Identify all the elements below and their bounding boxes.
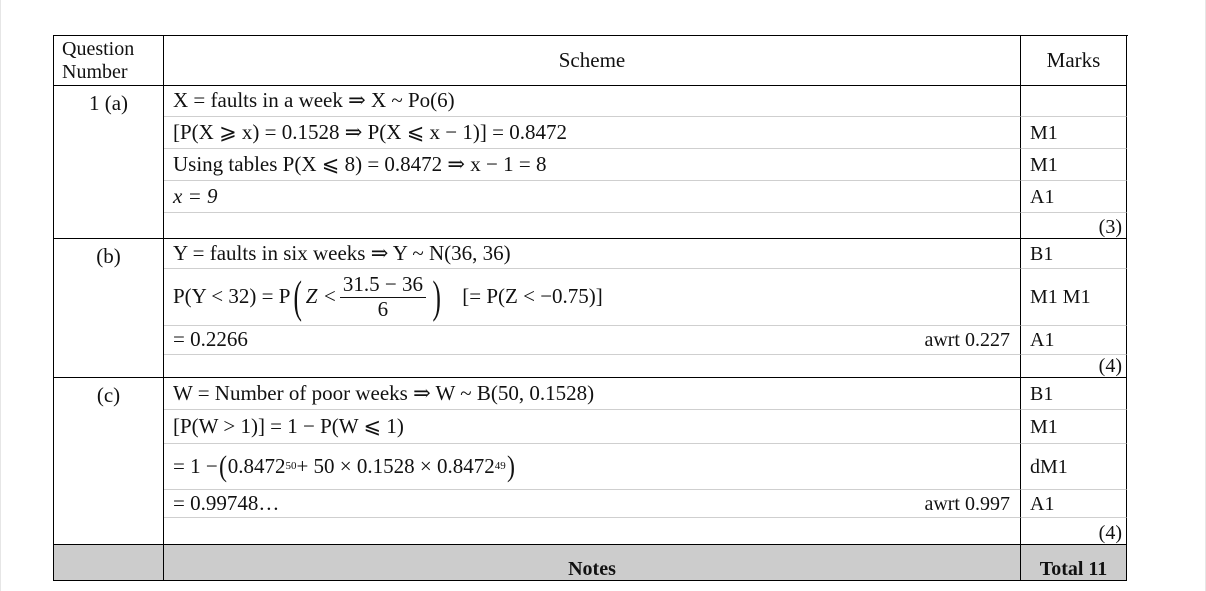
- mark-1a-3: M1: [1021, 149, 1127, 181]
- question-number-header: [54, 36, 164, 86]
- scheme-line-1c-2: [P(W > 1)] = 1 − P(W ⩽ 1): [164, 410, 1021, 444]
- scheme-line-1c-4: [164, 490, 1021, 518]
- mark-1c-3: dM1: [1021, 444, 1127, 490]
- standardising-fraction: [340, 273, 426, 320]
- scheme-line-1a-3: Using tables P(X ⩽ 8) = 0.8472 ⇒ x − 1 = 8: [164, 149, 1021, 181]
- scheme-line-1c-3: [164, 444, 1021, 490]
- mark-1a-4: A1: [1021, 181, 1127, 213]
- answer-1b: = 0.2266: [173, 327, 248, 352]
- binomial-base: 0.8472: [227, 453, 286, 478]
- scheme-header: Scheme: [164, 36, 1021, 86]
- awrt-note-1c: awrt 0.997: [924, 492, 1010, 515]
- mark-scheme-table: [53, 35, 1128, 581]
- notes-blank-cell: [54, 545, 164, 581]
- question-label-1a: 1 (a): [54, 86, 164, 239]
- binomial-middle: + 50 × 0.1528 × 0.8472: [296, 453, 495, 478]
- mark-1a-2: M1: [1021, 117, 1127, 149]
- part-total-1a: (3): [1021, 213, 1127, 239]
- binomial-paren-open: (: [218, 449, 227, 483]
- question-header-line1: Question: [62, 37, 135, 60]
- paren-close: ): [432, 270, 441, 322]
- answer-1c: = 0.99748…: [173, 490, 280, 515]
- part-total-1c: (4): [1021, 518, 1127, 545]
- mark-1c-2: M1: [1021, 410, 1127, 444]
- scheme-blank-1c: [164, 518, 1021, 545]
- mark-1b-2: M1 M1: [1021, 269, 1127, 326]
- scheme-line-1b-2: [164, 269, 1021, 326]
- mark-1c-1: B1: [1021, 378, 1127, 410]
- mark-1b-3: A1: [1021, 326, 1127, 355]
- scheme-blank-1b: [164, 355, 1021, 378]
- notes-header: Notes: [164, 545, 1021, 581]
- question-header-line2: Number: [62, 60, 128, 83]
- prob-lhs: P(Y < 32) = P: [173, 284, 291, 309]
- paren-open: (: [293, 270, 303, 322]
- question-label-1b: (b): [54, 239, 164, 378]
- total-marks: Total 11: [1021, 545, 1127, 581]
- binomial-exponent-49: 49: [494, 460, 506, 473]
- page-edge-left: [0, 0, 1, 591]
- fraction-numerator: 31.5 − 36: [340, 273, 426, 297]
- awrt-note-1b: awrt 0.227: [924, 329, 1010, 351]
- mark-1c-4: A1: [1021, 490, 1127, 518]
- mark-1b-1: B1: [1021, 239, 1127, 269]
- scheme-line-1b-1: Y = faults in six weeks ⇒ Y ~ N(36, 36): [164, 239, 1021, 269]
- fraction-denominator: 6: [377, 296, 389, 321]
- question-label-1c: (c): [54, 378, 164, 545]
- scheme-line-1a-4: x = 9: [164, 181, 1021, 213]
- binomial-prefix: = 1 −: [173, 453, 218, 478]
- scheme-line-1a-1: X = faults in a week ⇒ X ~ Po(6): [164, 86, 1021, 117]
- scheme-blank-1a: [164, 213, 1021, 239]
- part-total-1b: (4): [1021, 355, 1127, 378]
- binomial-exponent-50: 50: [285, 460, 297, 473]
- scheme-line-1a-2: [P(X ⩾ x) = 0.1528 ⇒ P(X ⩽ x − 1)] = 0.8472: [164, 117, 1021, 149]
- mark-1a-1: [1021, 86, 1127, 117]
- scheme-line-1c-1: W = Number of poor weeks ⇒ W ~ B(50, 0.1528): [164, 378, 1021, 410]
- marks-header: Marks: [1021, 36, 1127, 86]
- binomial-paren-close: ): [506, 449, 515, 483]
- z-less-than: Z <: [305, 284, 337, 309]
- z-value-bracket: [= P(Z < −0.75)]: [462, 284, 603, 309]
- scheme-line-1b-3: [164, 326, 1021, 355]
